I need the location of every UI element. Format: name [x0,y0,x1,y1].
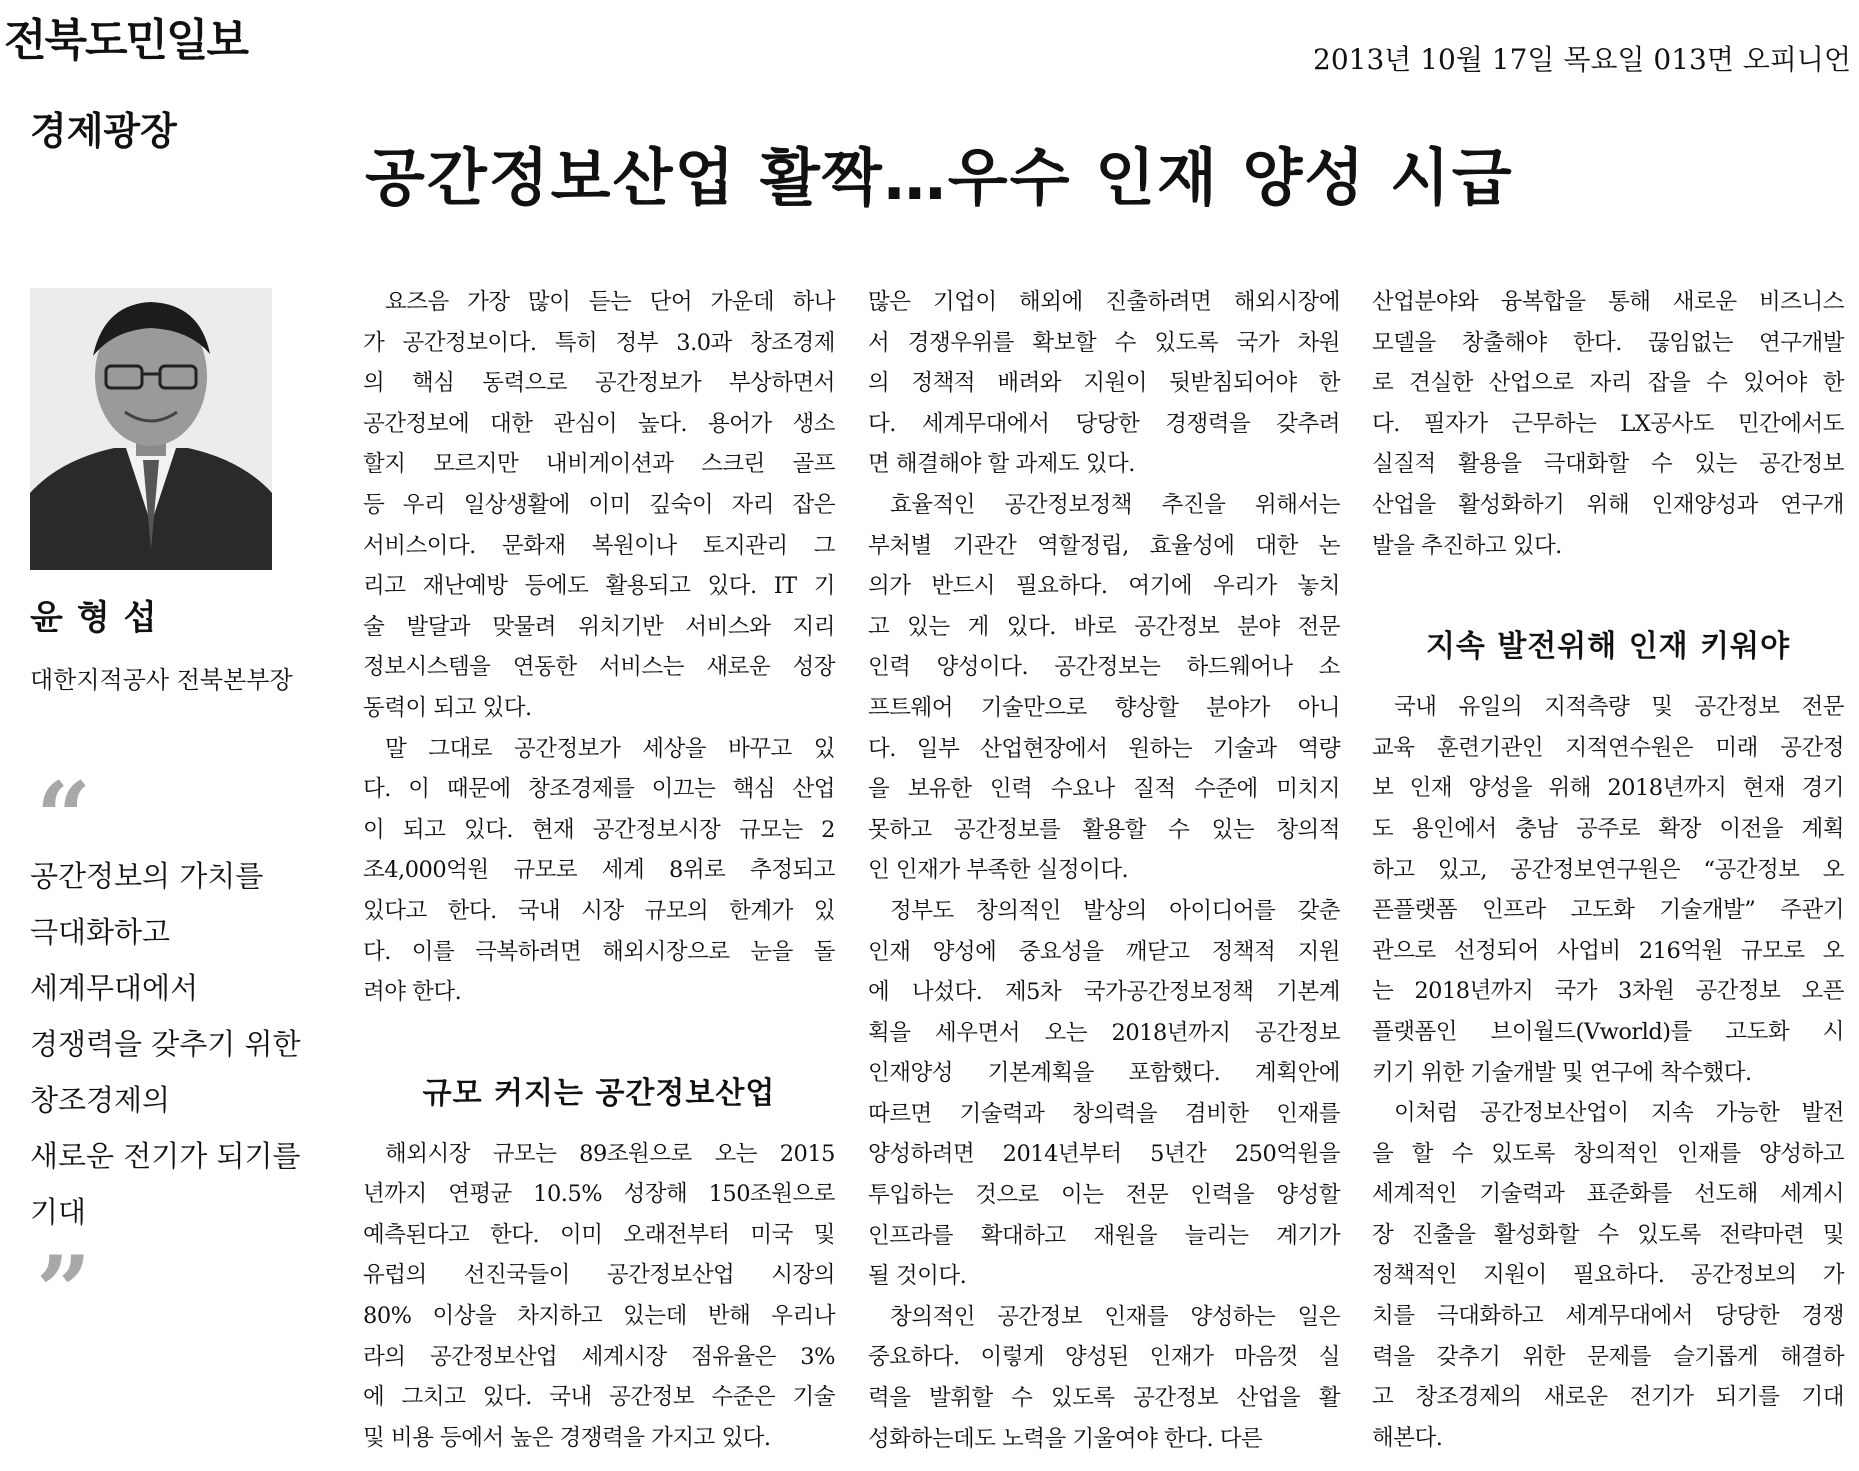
author-name: 윤형섭 [30,598,171,638]
section-spacer [1372,566,1844,606]
article-subheading: 규모 커지는 공간정보산업 [422,1075,776,1111]
text-line: 서비스이다. 문화재 복원이나 토지관리 그 [363,532,835,559]
text-line: 다. 일부 산업현장에서 원하는 기술과 역량 [868,735,1340,762]
section-spacer [363,1013,835,1053]
text-line: 고 있는 게 있다. 바로 공간정보 분야 전문 [868,613,1340,640]
text-line: 려야 한다. [363,979,462,1006]
text-line: 인 인재가 부족한 실정이다. [868,857,1129,884]
text-line: 픈플랫폼 인프라 고도화 기술개발” 주관기 [1372,897,1844,924]
text-line: 획을 세우면서 오는 2018년까지 공간정보 [868,1019,1340,1046]
author-photo [30,288,272,570]
text-line: 될 것이다. [868,1263,967,1290]
article-headline: 공간정보산업 활짝…우수 인재 양성 시급 [365,141,1514,214]
text-line: 술 발달과 맞물려 위치기반 서비스와 지리 [363,613,835,640]
text-line: 에 나섰다. 제5차 국가공간정보정책 기본계 [868,979,1340,1006]
text-line: 고 창조경제의 새로운 전기가 되기를 기대 [1372,1384,1844,1411]
text-line: 말 그대로 공간정보가 세상을 바꾸고 있 [363,735,835,762]
article-paragraph [868,485,1340,891]
article-subheading: 지속 발전위해 인재 키워야 [1425,629,1791,665]
text-line: 의가 반드시 필요하다. 여기에 우리가 놓치 [868,573,1340,600]
pull-quote-line: 공간정보의 가치를 [30,859,264,893]
text-line: 정부도 창의적인 발상의 아이디어를 갖춘 [868,897,1340,924]
text-line: 많은 기업이 해외에 진출하려면 해외시장에 [868,289,1340,315]
text-line: 력을 갖추기 위한 문제를 슬기롭게 해결하 [1372,1343,1844,1370]
text-line: 및 비용 등에서 높은 경쟁력을 가지고 있다. [363,1424,771,1451]
text-line: 이처럼 공간정보산업이 지속 가능한 발전 [1372,1100,1844,1127]
text-line: 가 공간정보이다. 특히 정부 3.0과 창조경제 [363,329,835,356]
text-line: 다. 세계무대에서 당당한 경쟁력을 갖추려 [868,410,1340,437]
text-line: 서 경쟁우위를 확보할 수 있도록 국가 차원 [868,329,1340,356]
article-paragraph [1372,687,1844,1093]
article-paragraph [1372,1093,1844,1458]
text-line: 성화하는데도 노력을 기울여야 한다. 다른 [868,1425,1263,1452]
text-line: 해외시장 규모는 89조원으로 오는 2015 [363,1140,835,1167]
text-line: 정보시스템을 연동한 서비스는 새로운 성장 [363,654,835,681]
text-line: 공간정보에 대한 관심이 높다. 용어가 생소 [363,410,835,437]
pull-quote-line: 극대화하고 [30,915,171,949]
text-line: 는 2018년까지 국가 3차원 공간정보 오픈 [1372,978,1844,1005]
pull-quote-line: 세계무대에서 [30,971,199,1005]
text-line: 이 되고 있다. 현재 공간정보시장 규모는 2 [363,816,835,843]
article-column-3 [1372,282,1844,1458]
text-line: 발을 추진하고 있다. [1372,532,1562,559]
pull-quote-line: 창조경제의 [30,1083,171,1117]
text-line: 요즈음 가장 많이 듣는 단어 가운데 하나 [363,289,835,315]
text-line: 로 견실한 산업으로 자리 잡을 수 있어야 한 [1372,370,1844,397]
author-portrait-image [30,288,272,570]
text-line: 인재 양성에 중요성을 깨닫고 정책적 지원 [868,938,1340,965]
text-line: 인재양성 기본계획을 포함했다. 계획안에 [868,1060,1340,1087]
text-line: 다. 이 때문에 창조경제를 이끄는 핵심 산업 [363,776,835,803]
article-paragraph [868,282,1340,485]
pull-quote-line: 경쟁력을 갖추기 위한 [30,1027,301,1061]
text-line: 유럽의 선진국들이 공간정보산업 시장의 [363,1262,835,1289]
text-line: 산업분야와 융복합을 통해 새로운 비즈니스 [1372,289,1844,315]
pull-quote-line: 기대 [30,1195,87,1229]
text-line: 80% 이상을 차지하고 있는데 반해 우리나 [363,1303,835,1330]
text-line: 키기 위한 기술개발 및 연구에 착수했다. [1372,1059,1752,1086]
article-column-2 [868,282,1340,1459]
text-line: 중요하다. 이렇게 양성된 인재가 마음껏 실 [868,1344,1340,1371]
article-paragraph [363,1134,835,1459]
text-line: 동력이 되고 있다. [363,694,532,721]
text-line: 인프라를 확대하고 재원을 늘리는 계기가 [868,1222,1340,1249]
text-line: 년까지 연평균 10.5% 성장해 150조원으로 [363,1181,835,1208]
text-line: 양성하려면 2014년부터 5년간 250억원을 [868,1141,1340,1168]
text-line: 다. 필자가 근무하는 LX공사도 민간에서도 [1372,410,1844,437]
publication-dateline: 2013년 10월 17일 목요일 013면 오피니언 [1313,43,1851,76]
text-line: 의 정책적 배려와 지원이 뒷받침되어야 한 [868,370,1340,397]
author-title: 대한지적공사 전북본부장 [30,666,293,694]
text-line: 리고 재난예방 등에도 활용되고 있다. IT 기 [363,573,835,600]
pull-quote-line: 새로운 전기가 되기를 [30,1139,301,1173]
text-line: 투입하는 것으로 이는 전문 인력을 양성할 [868,1182,1340,1209]
text-line: 세계적인 기술력과 표준화를 선도해 세계시 [1372,1181,1844,1208]
text-line: 력을 발휘할 수 있도록 공간정보 산업을 활 [868,1385,1340,1412]
text-line: 해본다. [1372,1424,1443,1451]
text-line: 효율적인 공간정보정책 추진을 위해서는 [868,491,1340,518]
article-paragraph [363,282,835,729]
text-line: 조4,000억원 규모로 세계 8위로 추정되고 [363,857,835,884]
text-line: 라의 공간정보산업 세계시장 점유율은 3% [363,1343,835,1370]
text-line: 도 용인에서 충남 공주로 확장 이전을 계획 [1372,815,1844,842]
text-line: 인력 양성이다. 공간정보는 하드웨어나 소 [868,654,1340,681]
text-line: 관으로 선정되어 사업비 216억원 규모로 오 [1372,937,1844,964]
article-column-1 [363,282,835,1458]
text-line: 하고 있고, 공간정보연구원은 “공간정보 오 [1372,856,1844,883]
article-paragraph [868,891,1340,1297]
quote-close-icon: ” [36,1235,92,1348]
text-line: 국내 유일의 지적측량 및 공간정보 전문 [1372,694,1844,721]
text-line: 창의적인 공간정보 인재를 양성하는 일은 [868,1303,1340,1330]
newspaper-masthead: 전북도민일보 [4,15,248,66]
text-line: 을 할 수 있도록 창의적인 인재를 양성하고 [1372,1140,1844,1167]
text-line: 치를 극대화하고 세계무대에서 당당한 경쟁 [1372,1303,1844,1330]
article-paragraph [868,1297,1340,1459]
text-line: 못하고 공간정보를 활용할 수 있는 창의적 [868,816,1340,843]
text-line: 의 핵심 동력으로 공간정보가 부상하면서 [363,370,835,397]
text-line: 등 우리 일상생활에 이미 깊숙이 자리 잡은 [363,491,835,518]
text-line: 다. 이를 극복하려면 해외시장으로 눈을 돌 [363,938,835,965]
article-paragraph [1372,282,1844,566]
text-line: 면 해결해야 할 과제도 있다. [868,451,1135,478]
text-line: 있다고 한다. 국내 시장 규모의 한계가 있 [363,897,835,924]
text-line: 실질적 활용을 극대화할 수 있는 공간정보 [1372,451,1844,478]
text-line: 할지 모르지만 내비게이션과 스크린 골프 [363,451,835,478]
text-line: 따르면 기술력과 창의력을 겸비한 인재를 [868,1100,1340,1127]
text-line: 산업을 활성화하기 위해 인재양성과 연구개 [1372,491,1844,518]
text-line: 장 진출을 활성화할 수 있도록 전략마련 및 [1372,1221,1844,1248]
article-paragraph [363,729,835,1013]
text-line: 을 보유한 인력 수요나 질적 수준에 미치지 [868,776,1340,803]
quote-open-icon: “ [36,761,92,874]
text-line: 프트웨어 기술만으로 향상할 분야가 아니 [868,694,1340,721]
text-line: 플랫폼인 브이월드(Vworld)를 고도화 시 [1372,1018,1844,1045]
pull-quote [30,848,340,1240]
text-line: 정책적인 지원이 필요하다. 공간정보의 가 [1372,1262,1844,1289]
text-line: 보 인재 양성을 위해 2018년까지 현재 경기 [1372,775,1844,802]
section-label: 경제광장 [30,109,177,153]
text-line: 에 그치고 있다. 국내 공간정보 수준은 기술 [363,1384,835,1411]
text-line: 부처별 기관간 역할정립, 효율성에 대한 논 [868,532,1340,559]
text-line: 모델을 창출해야 한다. 끊임없는 연구개발 [1372,329,1844,356]
text-line: 교육 훈련기관인 지적연수원은 미래 공간정 [1372,734,1844,761]
text-line: 예측된다고 한다. 이미 오래전부터 미국 및 [363,1221,835,1248]
